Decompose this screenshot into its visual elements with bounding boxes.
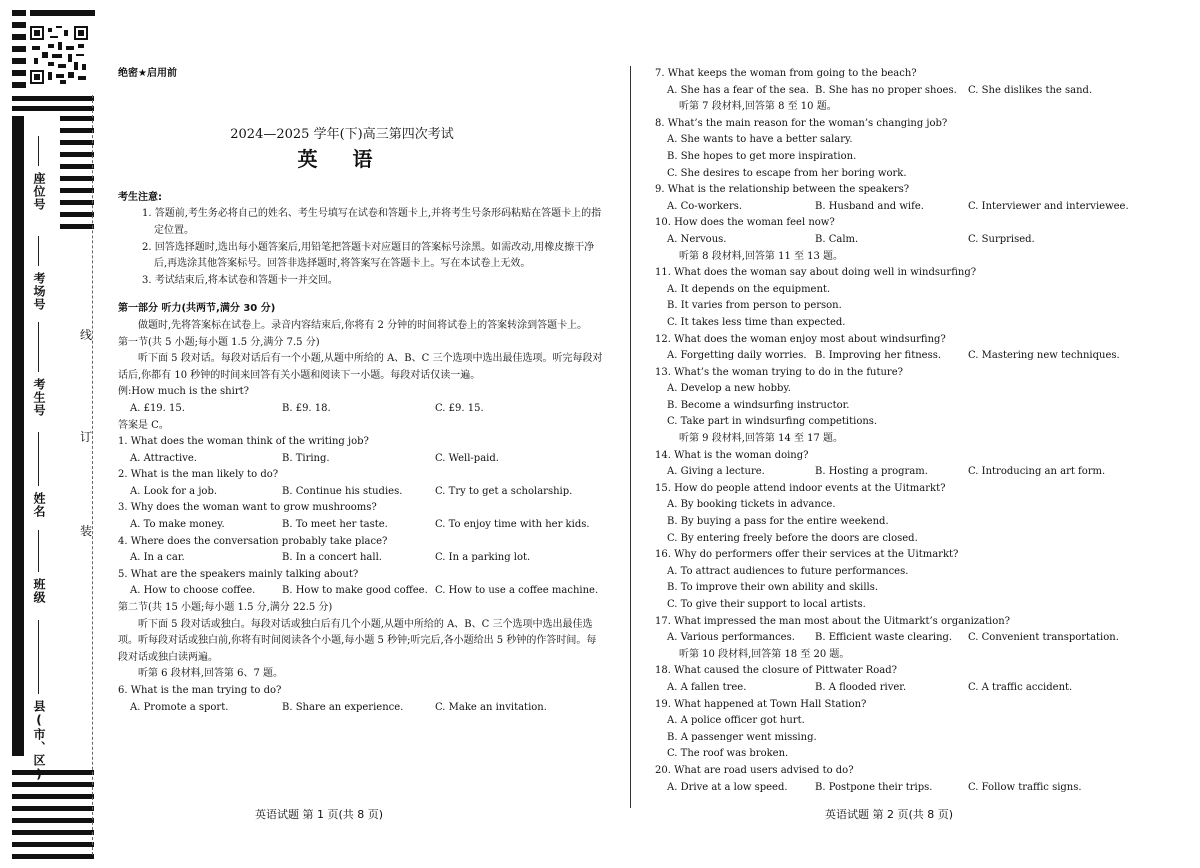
seat-number-line xyxy=(38,136,39,166)
question-13: 13. What’s the woman trying to do in the future? xyxy=(655,366,903,378)
options-6 xyxy=(118,700,606,717)
exam-title: 2024—2025 学年(下)高三第四次考试 xyxy=(230,126,454,142)
qr-code xyxy=(30,26,88,84)
binding-stripe xyxy=(60,212,94,217)
question-15: 15. How do people attend indoor events at the Uitmarkt? xyxy=(655,482,946,494)
section1-heading: 第一节(共 5 小题;每小题 1.5 分,满分 7.5 分) xyxy=(118,336,320,348)
option: C. Take part in windsurfing competitions. xyxy=(667,416,878,428)
binding-stripe xyxy=(12,70,26,76)
option: C. £9. 15. xyxy=(435,402,484,414)
binding-stripe xyxy=(12,96,94,101)
option: C. To enjoy time with her kids. xyxy=(435,519,590,531)
option: A. In a car. xyxy=(130,552,185,564)
binding-stripe xyxy=(60,128,94,133)
option: A. Various performances. xyxy=(667,632,795,644)
question-8: 8. What’s the main reason for the woman’s changing job? xyxy=(655,117,948,129)
question-7: 7. What keeps the woman from going to the beach? xyxy=(655,68,917,79)
candidate-number-label: 考生号 xyxy=(32,378,46,417)
secret-label: 绝密★启用前 xyxy=(118,68,177,79)
option: C. Interviewer and interviewee. xyxy=(968,200,1129,212)
option: A. She wants to have a better salary. xyxy=(667,134,853,146)
option: B. £9. 18. xyxy=(282,402,331,414)
question-19: 19. What happened at Town Hall Station? xyxy=(655,698,867,710)
option: B. How to make good coffee. xyxy=(282,585,428,597)
listen-material-9: 听第 9 段材料,回答第 14 至 17 题。 xyxy=(679,433,844,445)
option: C. Try to get a scholarship. xyxy=(435,485,573,497)
option: C. Convenient transportation. xyxy=(968,632,1119,644)
question-20: 20. What are road users advised to do? xyxy=(655,764,854,776)
listen-material-6: 听第 6 段材料,回答第 6、7 题。 xyxy=(138,668,283,680)
question-10: 10. How does the woman feel now? xyxy=(655,217,835,229)
option: C. A traffic accident. xyxy=(968,681,1073,693)
listen-material-7: 听第 7 段材料,回答第 8 至 10 题。 xyxy=(679,101,837,113)
option: C. She dislikes the sand. xyxy=(968,84,1093,96)
option: A. A fallen tree. xyxy=(667,681,747,693)
county-line xyxy=(38,620,39,694)
option: A. £19. 15. xyxy=(130,402,185,414)
option: B. Calm. xyxy=(815,233,859,245)
seal-char-line: 线 xyxy=(80,328,93,342)
option: A. How to choose coffee. xyxy=(130,585,256,597)
question-17: 17. What impressed the man most about the Uitmarkt’s organization? xyxy=(655,615,1011,627)
part1-intro: 做题时,先将答案标在试卷上。录音内容结束后,你将有 2 分钟的时间将试卷上的答案转涂到答题卡上。 xyxy=(138,319,588,331)
option: B. It varies from person to person. xyxy=(667,300,842,312)
binding-stripe xyxy=(30,10,95,16)
option: C. Make an invitation. xyxy=(435,701,547,713)
option: B. A flooded river. xyxy=(815,681,907,693)
seat-number-label: 座位号 xyxy=(32,172,46,211)
option: A. A police officer got hurt. xyxy=(667,715,805,727)
binding-stripe xyxy=(12,842,94,847)
option: A. Co-workers. xyxy=(667,200,743,212)
notice-item: 3. 考试结束后,将本试卷和答题卡一并交回。 xyxy=(142,274,338,286)
option: A. To make money. xyxy=(130,519,225,531)
options-17 xyxy=(655,630,1135,647)
option: A. By booking tickets in advance. xyxy=(667,499,836,511)
option: A. Develop a new hobby. xyxy=(667,383,791,395)
question-2: 2. What is the man likely to do? xyxy=(118,469,279,481)
option: A. Forgetting daily worries. xyxy=(667,350,807,362)
question-11: 11. What does the woman say about doing well in windsurfing? xyxy=(655,267,977,279)
question-12: 12. What does the woman enjoy most about windsurfing? xyxy=(655,333,946,345)
option: C. By entering freely before the doors are closed. xyxy=(667,532,918,544)
name-line xyxy=(38,432,39,486)
option: A. She has a fear of the sea. xyxy=(667,84,810,96)
binding-stripe xyxy=(12,58,26,64)
example-question: 例:How much is the shirt? xyxy=(118,386,249,398)
question-3: 3. Why does the woman want to grow mushrooms? xyxy=(118,502,377,514)
notice-item: 1. 答题前,考生务必将自己的姓名、考生号填写在试卷和答题卡上,并将考生号条形码粘贴在答题卡上的指定位置。 xyxy=(142,208,602,236)
option: B. Husband and wife. xyxy=(815,200,924,212)
county-label: 县(市、区) xyxy=(32,700,46,782)
question-1: 1. What does the woman think of the writing job? xyxy=(118,436,369,448)
binding-stripe xyxy=(12,10,26,16)
option: C. How to use a coffee machine. xyxy=(435,585,599,597)
binding-stripe xyxy=(12,806,94,811)
option: B. Efficient waste clearing. xyxy=(815,632,953,644)
options-2 xyxy=(118,484,606,501)
binding-stripe xyxy=(60,200,94,205)
option: B. Postpone their trips. xyxy=(815,781,933,793)
option: A. Giving a lecture. xyxy=(667,466,765,478)
binding-stripe xyxy=(12,116,24,756)
binding-stripe xyxy=(60,188,94,193)
page-footer-left: 英语试题 第 1 页(共 8 页) xyxy=(255,808,384,821)
binding-stripe xyxy=(12,830,94,835)
option: B. Become a windsurfing instructor. xyxy=(667,399,850,411)
binding-stripe xyxy=(60,152,94,157)
option: C. In a parking lot. xyxy=(435,552,531,564)
question-9: 9. What is the relationship between the speakers? xyxy=(655,184,910,196)
options-20 xyxy=(655,780,1135,797)
question-18: 18. What caused the closure of Pittwater Road? xyxy=(655,665,897,677)
option: B. To meet her taste. xyxy=(282,519,388,531)
binding-stripe xyxy=(60,140,94,145)
name-label: 姓名 xyxy=(32,492,46,518)
page-divider xyxy=(630,66,631,808)
options-4 xyxy=(118,550,606,567)
option: A. To attract audiences to future performances. xyxy=(667,565,909,577)
binding-stripe xyxy=(12,82,26,88)
options-5 xyxy=(118,583,606,600)
options-1 xyxy=(118,451,606,468)
option: B. Tiring. xyxy=(282,452,330,464)
right-page xyxy=(655,66,1135,796)
example-answer: 答案是 C。 xyxy=(118,419,169,431)
question-6: 6. What is the man trying to do? xyxy=(118,685,282,696)
listen-material-8: 听第 8 段材料,回答第 11 至 13 题。 xyxy=(679,250,844,262)
option: C. To give their support to local artists. xyxy=(667,599,866,610)
option: C. The roof was broken. xyxy=(667,748,789,760)
left-page xyxy=(118,66,606,716)
seal-char-pack: 装 xyxy=(80,524,93,538)
binding-stripe xyxy=(12,794,94,799)
option: A. Nervous. xyxy=(667,233,727,245)
option: A. Drive at a low speed. xyxy=(667,781,788,793)
option: C. Mastering new techniques. xyxy=(968,350,1120,362)
binding-stripe xyxy=(12,46,26,52)
exam-room-line xyxy=(38,236,39,266)
option: B. She has no proper shoes. xyxy=(815,84,957,96)
binding-stripe xyxy=(12,854,94,859)
option: C. Surprised. xyxy=(968,233,1035,245)
options-9 xyxy=(655,199,1135,216)
option: B. To improve their own ability and skills. xyxy=(667,582,879,594)
question-14: 14. What is the woman doing? xyxy=(655,449,809,461)
subject-title: 英 语 xyxy=(297,147,387,172)
binding-stripe xyxy=(12,106,94,111)
option: A. Attractive. xyxy=(130,452,197,464)
option: A. It depends on the equipment. xyxy=(667,283,831,295)
example-options xyxy=(118,401,606,418)
option: B. By buying a pass for the entire weekend. xyxy=(667,516,889,528)
binding-stripe xyxy=(12,818,94,823)
notice-item: 2. 回答选择题时,选出每小题答案后,用铅笔把答题卡对应题目的答案标号涂黑。如需改动,用橡皮擦干净后,再选涂其他答案标号。回答非选择题时,将答案写在答题卡上。写在本试卷上无效。 xyxy=(142,241,595,270)
class-line xyxy=(38,530,39,572)
binding-stripe xyxy=(60,116,94,121)
binding-stripe xyxy=(12,770,94,775)
option: C. Well-paid. xyxy=(435,452,499,464)
class-label: 班级 xyxy=(32,578,46,604)
notice-heading: 考生注意: xyxy=(118,191,162,203)
binding-stripe xyxy=(12,22,26,28)
listen-material-10: 听第 10 段材料,回答第 18 至 20 题。 xyxy=(679,648,850,660)
options-7 xyxy=(655,83,1135,100)
options-12 xyxy=(655,348,1135,365)
binding-stripe xyxy=(60,224,94,229)
option: B. Hosting a program. xyxy=(815,466,928,478)
option: B. A passenger went missing. xyxy=(667,731,817,743)
binding-stripe xyxy=(60,164,94,169)
page-footer-right: 英语试题 第 2 页(共 8 页) xyxy=(825,808,954,821)
option: C. It takes less time than expected. xyxy=(667,316,846,328)
part1-heading: 第一部分 听力(共两节,满分 30 分) xyxy=(118,303,276,315)
section2-intro: 听下面 5 段对话或独白。每段对话或独白后有几个小题,从题中所给的 A、B、C 三个选项中选出最佳选项。听每段对话或独白前,你将有时间阅读各个小题,每小题 5 秒钟;听完后,各小题给出 5 秒钟的作答时间。每段对话或独白读两遍。 xyxy=(118,618,597,663)
binding-stripe xyxy=(60,176,94,181)
options-10 xyxy=(655,232,1135,249)
options-3 xyxy=(118,517,606,534)
exam-room-label: 考场号 xyxy=(32,272,46,311)
question-5: 5. What are the speakers mainly talking about? xyxy=(118,568,359,580)
question-16: 16. Why do performers offer their services at the Uitmarkt? xyxy=(655,549,959,561)
option: A. Look for a job. xyxy=(130,485,218,497)
option: C. Follow traffic signs. xyxy=(968,781,1082,793)
options-18 xyxy=(655,680,1135,697)
binding-stripe xyxy=(12,34,26,40)
option: B. In a concert hall. xyxy=(282,552,382,564)
option: B. Improving her fitness. xyxy=(815,350,942,362)
binding-cut-line xyxy=(92,95,93,855)
option: B. She hopes to get more inspiration. xyxy=(667,150,857,162)
section2-heading: 第二节(共 15 小题;每小题 1.5 分,满分 22.5 分) xyxy=(118,602,333,614)
option: C. She desires to escape from her boring work. xyxy=(667,167,907,179)
binding-stripe xyxy=(12,782,94,787)
options-14 xyxy=(655,464,1135,481)
option: A. Promote a sport. xyxy=(130,701,229,713)
option: B. Share an experience. xyxy=(282,701,404,713)
seal-char-bind: 订 xyxy=(80,430,93,444)
section1-intro: 听下面 5 段对话。每段对话后有一个小题,从题中所给的 A、B、C 三个选项中选出最佳选项。听完每段对话后,你都有 10 秒钟的时间来回答有关小题和阅读下一小题。每段对话仅读一遍。 xyxy=(118,353,603,381)
question-4: 4. Where does the conversation probably take place? xyxy=(118,535,388,547)
candidate-number-line xyxy=(38,322,39,372)
option: C. Introducing an art form. xyxy=(968,466,1106,478)
option: B. Continue his studies. xyxy=(282,485,403,497)
